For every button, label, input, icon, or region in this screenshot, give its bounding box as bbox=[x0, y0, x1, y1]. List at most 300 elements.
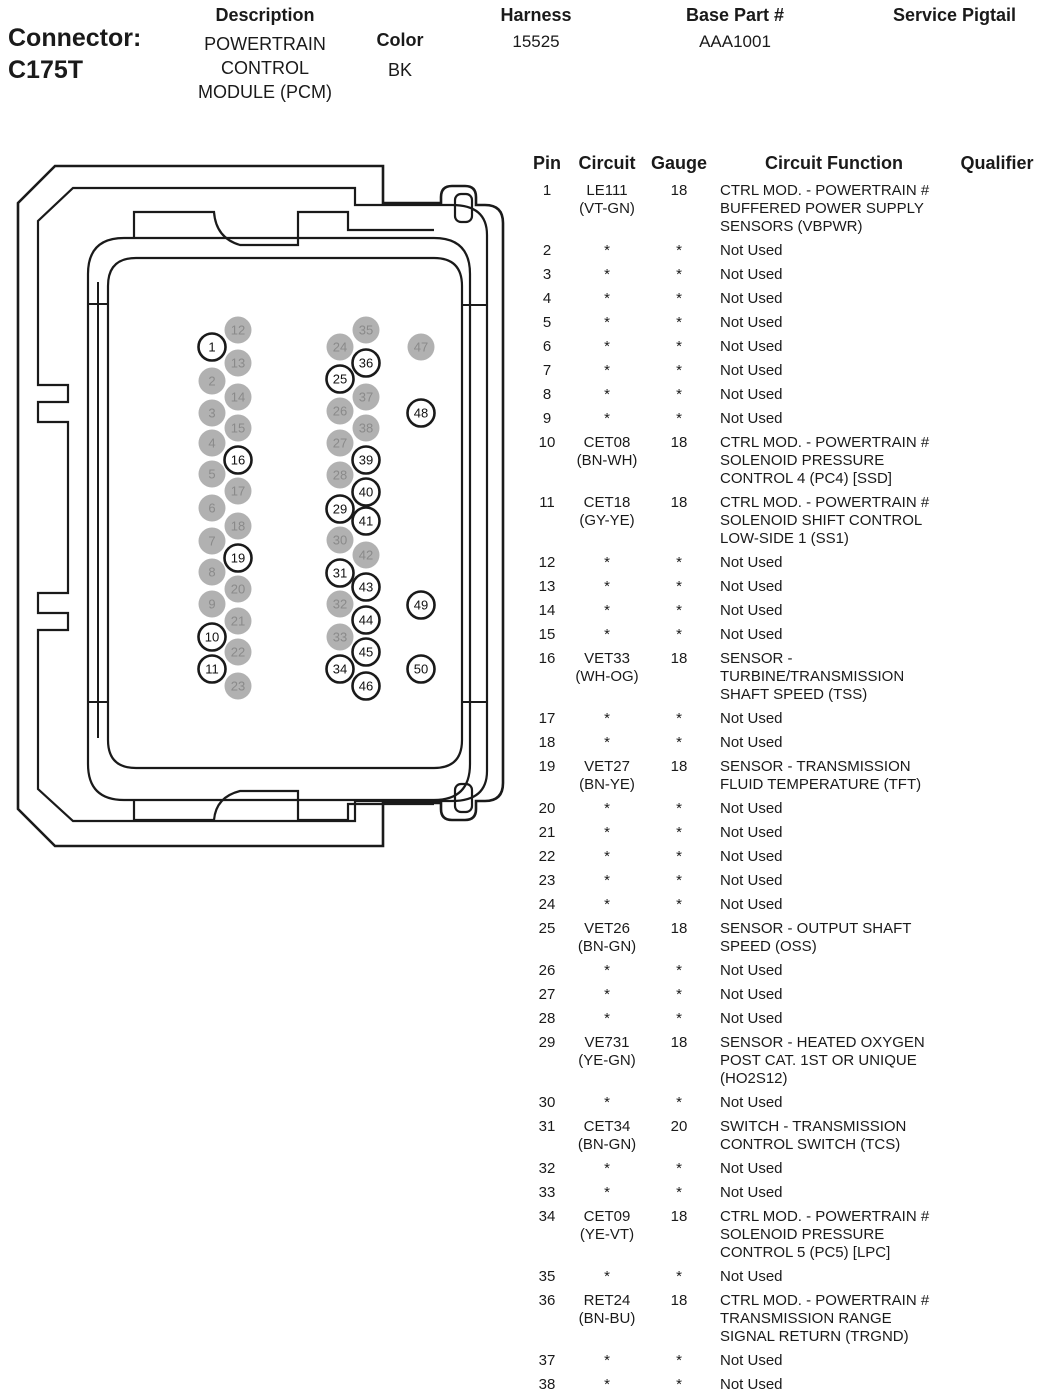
circuit-code: CET18 bbox=[583, 494, 631, 511]
circuit-code: CET09 bbox=[583, 1208, 631, 1225]
function-line: SPEED (OSS) bbox=[720, 938, 817, 955]
qualifier-cell bbox=[950, 1184, 1044, 1202]
gauge-cell: * bbox=[676, 362, 682, 379]
function-line: Not Used bbox=[720, 314, 783, 331]
circuit-cell bbox=[574, 962, 640, 980]
circuit-cell bbox=[574, 920, 640, 956]
circuit-wire-color: (GY-YE) bbox=[579, 512, 635, 529]
pin-47-label: 47 bbox=[413, 339, 429, 355]
harness-label: Harness bbox=[500, 5, 572, 25]
table-row-pin-16 bbox=[520, 650, 1044, 704]
function-line: Not Used bbox=[720, 554, 783, 571]
table-row-pin-37 bbox=[520, 1352, 1044, 1370]
pin-number-cell: 10 bbox=[538, 434, 556, 451]
pin-number-cell: 29 bbox=[538, 1034, 556, 1051]
table-row-pin-22 bbox=[520, 848, 1044, 866]
gauge-cell: * bbox=[676, 1010, 682, 1027]
circuit-cell bbox=[574, 800, 640, 818]
table-row-pin-28 bbox=[520, 1010, 1044, 1028]
qualifier-cell bbox=[950, 494, 1044, 548]
table-row-pin-31 bbox=[520, 1118, 1044, 1154]
pin-number-cell: 16 bbox=[538, 650, 556, 667]
circuit-wire-color: (BN-WH) bbox=[576, 452, 638, 469]
circuit-function-cell bbox=[718, 314, 950, 332]
pin-number-cell: 38 bbox=[538, 1376, 556, 1390]
circuit-cell bbox=[574, 386, 640, 404]
circuit-code: CET08 bbox=[583, 434, 631, 451]
circuit-function-cell bbox=[718, 602, 950, 620]
pin-8-label: 8 bbox=[208, 564, 216, 580]
circuit-function-cell bbox=[718, 800, 950, 818]
circuit-wire-color: (YE-GN) bbox=[578, 1052, 636, 1069]
circuit-cell bbox=[574, 710, 640, 728]
description-line-2: CONTROL bbox=[220, 58, 309, 78]
pin-22-label: 22 bbox=[230, 644, 246, 660]
pin-number-cell: 26 bbox=[538, 962, 556, 979]
gauge-cell: 18 bbox=[670, 494, 688, 511]
qualifier-cell bbox=[950, 824, 1044, 842]
qualifier-cell bbox=[950, 848, 1044, 866]
pin-number-cell: 28 bbox=[538, 1010, 556, 1027]
circuit-code: VET27 bbox=[584, 758, 630, 775]
function-line: CONTROL SWITCH (TCS) bbox=[720, 1136, 901, 1153]
circuit-code: * bbox=[604, 362, 610, 379]
base-part-label: Base Part # bbox=[685, 5, 785, 25]
qualifier-cell bbox=[950, 986, 1044, 1004]
pin-number-cell: 8 bbox=[542, 386, 552, 403]
circuit-function-cell bbox=[718, 1184, 950, 1202]
circuit-function-cell bbox=[718, 872, 950, 890]
circuit-function-cell bbox=[718, 1208, 950, 1262]
pin-number-cell: 32 bbox=[538, 1160, 556, 1177]
pin-number-cell: 7 bbox=[542, 362, 552, 379]
table-row-pin-26 bbox=[520, 962, 1044, 980]
table-row-pin-12 bbox=[520, 554, 1044, 572]
circuit-cell bbox=[574, 1034, 640, 1088]
col-header-qualifier: Qualifier bbox=[960, 153, 1034, 173]
pin-number-cell: 35 bbox=[538, 1268, 556, 1285]
qualifier-cell bbox=[950, 386, 1044, 404]
function-line: Not Used bbox=[720, 410, 783, 427]
circuit-code: * bbox=[604, 1184, 610, 1201]
circuit-cell bbox=[574, 602, 640, 620]
pin-44-label: 44 bbox=[358, 612, 374, 628]
table-row-pin-17 bbox=[520, 710, 1044, 728]
circuit-function-cell bbox=[718, 1292, 950, 1346]
function-line: TRANSMISSION RANGE bbox=[720, 1310, 892, 1327]
circuit-wire-color: (YE-VT) bbox=[579, 1226, 635, 1243]
pin-41-label: 41 bbox=[358, 513, 374, 529]
gauge-cell: * bbox=[676, 896, 682, 913]
qualifier-cell bbox=[950, 1160, 1044, 1178]
pinout-table-body bbox=[520, 182, 1044, 1390]
table-row-pin-9 bbox=[520, 410, 1044, 428]
gauge-cell: * bbox=[676, 824, 682, 841]
pin-43-label: 43 bbox=[358, 579, 374, 595]
pin-33-label: 33 bbox=[332, 629, 348, 645]
gauge-cell: 18 bbox=[670, 1208, 688, 1225]
function-line: CONTROL 4 (PC4) [SSD] bbox=[720, 470, 892, 487]
pin-number-cell: 3 bbox=[542, 266, 552, 283]
qualifier-cell bbox=[950, 554, 1044, 572]
circuit-function-cell bbox=[718, 362, 950, 380]
table-row-pin-30 bbox=[520, 1094, 1044, 1112]
circuit-cell bbox=[574, 896, 640, 914]
circuit-cell bbox=[574, 578, 640, 596]
circuit-function-cell bbox=[718, 494, 950, 548]
pin-number-cell: 23 bbox=[538, 872, 556, 889]
gauge-cell: 18 bbox=[670, 434, 688, 451]
gauge-cell: * bbox=[676, 872, 682, 889]
circuit-cell bbox=[574, 1268, 640, 1286]
pin-49-label: 49 bbox=[413, 597, 429, 613]
qualifier-cell bbox=[950, 1268, 1044, 1286]
bottom-key-detail bbox=[134, 791, 434, 820]
gauge-cell: 18 bbox=[670, 758, 688, 775]
function-line: Not Used bbox=[720, 626, 783, 643]
circuit-code: * bbox=[604, 872, 610, 889]
table-row-pin-8 bbox=[520, 386, 1044, 404]
function-line: Not Used bbox=[720, 1376, 783, 1390]
circuit-code: LE111 bbox=[586, 182, 628, 199]
qualifier-cell bbox=[950, 734, 1044, 752]
circuit-function-cell bbox=[718, 1010, 950, 1028]
function-line: Not Used bbox=[720, 1094, 783, 1111]
circuit-code: * bbox=[604, 1376, 610, 1390]
circuit-wire-color: (BN-GN) bbox=[577, 938, 637, 955]
table-row-pin-7 bbox=[520, 362, 1044, 380]
circuit-code: VE731 bbox=[584, 1034, 630, 1051]
function-line: BUFFERED POWER SUPPLY bbox=[720, 200, 924, 217]
qualifier-cell bbox=[950, 410, 1044, 428]
table-row-pin-11 bbox=[520, 494, 1044, 548]
circuit-cell bbox=[574, 650, 640, 704]
function-line: SWITCH - TRANSMISSION bbox=[720, 1118, 907, 1135]
qualifier-cell bbox=[950, 1352, 1044, 1370]
pinout-table bbox=[520, 153, 1044, 1390]
gauge-cell: * bbox=[676, 734, 682, 751]
col-header-pin: Pin bbox=[532, 153, 561, 173]
circuit-function-cell bbox=[718, 824, 950, 842]
gauge-cell: * bbox=[676, 1094, 682, 1111]
gauge-cell: * bbox=[676, 386, 682, 403]
function-line: SENSOR - OUTPUT SHAFT bbox=[720, 920, 912, 937]
function-line: Not Used bbox=[720, 824, 783, 841]
circuit-cell bbox=[574, 1184, 640, 1202]
circuit-cell bbox=[574, 1094, 640, 1112]
gauge-cell: * bbox=[676, 578, 682, 595]
circuit-wire-color: (BN-YE) bbox=[579, 776, 635, 793]
qualifier-cell bbox=[950, 578, 1044, 596]
circuit-function-cell bbox=[718, 986, 950, 1004]
function-line: SHAFT SPEED (TSS) bbox=[720, 686, 868, 703]
circuit-code: * bbox=[604, 1010, 610, 1027]
circuit-cell bbox=[574, 338, 640, 356]
circuit-function-cell bbox=[718, 734, 950, 752]
function-line: SOLENOID PRESSURE bbox=[720, 1226, 885, 1243]
gauge-cell: * bbox=[676, 1184, 682, 1201]
function-line: (HO2S12) bbox=[720, 1070, 788, 1087]
pin-number-cell: 33 bbox=[538, 1184, 556, 1201]
circuit-code: * bbox=[604, 626, 610, 643]
qualifier-cell bbox=[950, 626, 1044, 644]
pin-number-cell: 21 bbox=[538, 824, 556, 841]
function-line: Not Used bbox=[720, 1160, 783, 1177]
table-row-pin-2 bbox=[520, 242, 1044, 260]
table-row-pin-6 bbox=[520, 338, 1044, 356]
qualifier-cell bbox=[950, 650, 1044, 704]
table-row-pin-21 bbox=[520, 824, 1044, 842]
circuit-code: * bbox=[604, 578, 610, 595]
circuit-code: * bbox=[604, 314, 610, 331]
pin-number-cell: 15 bbox=[538, 626, 556, 643]
circuit-cell bbox=[574, 1010, 640, 1028]
circuit-cell bbox=[574, 410, 640, 428]
function-line: Not Used bbox=[720, 710, 783, 727]
qualifier-cell bbox=[950, 434, 1044, 488]
circuit-cell bbox=[574, 734, 640, 752]
function-line: CTRL MOD. - POWERTRAIN # bbox=[720, 434, 930, 451]
circuit-function-cell bbox=[718, 848, 950, 866]
gauge-cell: * bbox=[676, 1352, 682, 1369]
pin-21-label: 21 bbox=[230, 613, 246, 629]
qualifier-cell bbox=[950, 1376, 1044, 1390]
function-line: Not Used bbox=[720, 848, 783, 865]
base-part-value: AAA1001 bbox=[699, 32, 771, 51]
pin-38-label: 38 bbox=[358, 420, 374, 436]
gauge-cell: * bbox=[676, 602, 682, 619]
circuit-code: * bbox=[604, 848, 610, 865]
pin-number-cell: 13 bbox=[538, 578, 556, 595]
circuit-cell bbox=[574, 434, 640, 488]
connector-id: C175T bbox=[8, 56, 84, 84]
table-row-pin-25 bbox=[520, 920, 1044, 956]
table-row-pin-19 bbox=[520, 758, 1044, 794]
function-line: CTRL MOD. - POWERTRAIN # bbox=[720, 1208, 930, 1225]
pin-45-label: 45 bbox=[358, 644, 374, 660]
service-pigtail-label: Service Pigtail bbox=[892, 5, 1017, 25]
pin-number-cell: 31 bbox=[538, 1118, 556, 1135]
circuit-function-cell bbox=[718, 1352, 950, 1370]
pin-10-label: 10 bbox=[204, 629, 220, 645]
circuit-code: VET33 bbox=[584, 650, 630, 667]
gauge-cell: 18 bbox=[670, 1034, 688, 1051]
pin-grid bbox=[199, 317, 435, 700]
table-row-pin-38 bbox=[520, 1376, 1044, 1390]
circuit-cell bbox=[574, 1292, 640, 1346]
pin-number-cell: 36 bbox=[538, 1292, 556, 1309]
gauge-cell: * bbox=[676, 626, 682, 643]
pin-number-cell: 5 bbox=[542, 314, 552, 331]
col-header-gauge: Gauge bbox=[650, 153, 707, 173]
gauge-cell: * bbox=[676, 242, 682, 259]
pin-number-cell: 27 bbox=[538, 986, 556, 1003]
pin-number-cell: 12 bbox=[538, 554, 556, 571]
circuit-function-cell bbox=[718, 1160, 950, 1178]
table-row-pin-5 bbox=[520, 314, 1044, 332]
circuit-cell bbox=[574, 848, 640, 866]
pin-4-label: 4 bbox=[208, 435, 216, 451]
function-line: Not Used bbox=[720, 800, 783, 817]
function-line: Not Used bbox=[720, 1268, 783, 1285]
circuit-code: * bbox=[604, 242, 610, 259]
function-line: Not Used bbox=[720, 1010, 783, 1027]
circuit-cell bbox=[574, 242, 640, 260]
table-row-pin-36 bbox=[520, 1292, 1044, 1346]
circuit-function-cell bbox=[718, 626, 950, 644]
circuit-code: * bbox=[604, 386, 610, 403]
pin-cavity-outline bbox=[108, 258, 462, 768]
pin-number-cell: 34 bbox=[538, 1208, 556, 1225]
circuit-cell bbox=[574, 314, 640, 332]
qualifier-cell bbox=[950, 896, 1044, 914]
pin-number-cell: 22 bbox=[538, 848, 556, 865]
gauge-cell: * bbox=[676, 710, 682, 727]
table-row-pin-24 bbox=[520, 896, 1044, 914]
pin-16-label: 16 bbox=[230, 452, 246, 468]
pin-40-label: 40 bbox=[358, 484, 374, 500]
pin-29-label: 29 bbox=[332, 501, 348, 517]
qualifier-cell bbox=[950, 962, 1044, 980]
circuit-code: * bbox=[604, 962, 610, 979]
qualifier-cell bbox=[950, 602, 1044, 620]
pin-25-label: 25 bbox=[332, 371, 348, 387]
circuit-function-cell bbox=[718, 182, 950, 236]
pin-50-label: 50 bbox=[413, 661, 429, 677]
pin-34-label: 34 bbox=[332, 661, 348, 677]
gauge-cell: * bbox=[676, 338, 682, 355]
pin-number-cell: 20 bbox=[538, 800, 556, 817]
pin-26-label: 26 bbox=[332, 403, 348, 419]
circuit-function-cell bbox=[718, 338, 950, 356]
pin-number-cell: 11 bbox=[539, 494, 555, 511]
qualifier-cell bbox=[950, 872, 1044, 890]
table-row-pin-34 bbox=[520, 1208, 1044, 1262]
pin-number-cell: 17 bbox=[538, 710, 556, 727]
circuit-function-cell bbox=[718, 290, 950, 308]
pin-39-label: 39 bbox=[358, 452, 374, 468]
circuit-cell bbox=[574, 266, 640, 284]
function-line: Not Used bbox=[720, 1352, 783, 1369]
circuit-code: RET24 bbox=[583, 1292, 631, 1309]
circuit-code: * bbox=[604, 290, 610, 307]
pin-number-cell: 18 bbox=[538, 734, 556, 751]
pin-23-label: 23 bbox=[230, 678, 246, 694]
qualifier-cell bbox=[950, 314, 1044, 332]
function-line: SOLENOID SHIFT CONTROL bbox=[720, 512, 923, 529]
pin-number-cell: 14 bbox=[538, 602, 556, 619]
table-row-pin-27 bbox=[520, 986, 1044, 1004]
pin-12-label: 12 bbox=[230, 322, 246, 338]
function-line: FLUID TEMPERATURE (TFT) bbox=[720, 776, 922, 793]
function-line: SENSOR - TRANSMISSION bbox=[720, 758, 911, 775]
description-line-1: POWERTRAIN bbox=[204, 34, 326, 54]
circuit-cell bbox=[574, 758, 640, 794]
circuit-code: CET34 bbox=[583, 1118, 631, 1135]
table-row-pin-23 bbox=[520, 872, 1044, 890]
function-line: Not Used bbox=[720, 872, 783, 889]
circuit-function-cell bbox=[718, 710, 950, 728]
function-line: Not Used bbox=[720, 734, 783, 751]
gauge-cell: 18 bbox=[670, 650, 688, 667]
housing-outer-outline bbox=[18, 166, 503, 846]
circuit-code: * bbox=[604, 1160, 610, 1177]
pin-46-label: 46 bbox=[358, 678, 374, 694]
pin-27-label: 27 bbox=[332, 435, 348, 451]
circuit-function-cell bbox=[718, 650, 950, 704]
gauge-cell: * bbox=[676, 314, 682, 331]
circuit-function-cell bbox=[718, 1118, 950, 1154]
circuit-wire-color: (BN-GN) bbox=[577, 1136, 637, 1153]
circuit-cell bbox=[574, 494, 640, 548]
qualifier-cell bbox=[950, 1034, 1044, 1088]
circuit-code: * bbox=[604, 1352, 610, 1369]
qualifier-cell bbox=[950, 710, 1044, 728]
circuit-code: * bbox=[604, 602, 610, 619]
gauge-cell: * bbox=[676, 800, 682, 817]
pin-24-label: 24 bbox=[332, 339, 348, 355]
circuit-function-cell bbox=[718, 1268, 950, 1286]
function-line: Not Used bbox=[720, 986, 783, 1003]
pin-36-label: 36 bbox=[358, 355, 374, 371]
qualifier-cell bbox=[950, 1010, 1044, 1028]
function-line: SENSOR - HEATED OXYGEN bbox=[720, 1034, 925, 1051]
pin-20-label: 20 bbox=[230, 581, 246, 597]
gauge-cell: * bbox=[676, 290, 682, 307]
circuit-cell bbox=[574, 290, 640, 308]
qualifier-cell bbox=[950, 182, 1044, 236]
qualifier-cell bbox=[950, 338, 1044, 356]
top-key-detail bbox=[134, 212, 434, 245]
circuit-cell bbox=[574, 1376, 640, 1390]
description-line-3: MODULE (PCM) bbox=[198, 82, 332, 102]
circuit-function-cell bbox=[718, 410, 950, 428]
connector-label: Connector: bbox=[8, 24, 142, 52]
pin-number-cell: 6 bbox=[542, 338, 552, 355]
pin-42-label: 42 bbox=[358, 547, 374, 563]
function-line: TURBINE/TRANSMISSION bbox=[720, 668, 905, 685]
table-row-pin-15 bbox=[520, 626, 1044, 644]
pin-31-label: 31 bbox=[332, 565, 348, 581]
circuit-code: * bbox=[604, 710, 610, 727]
circuit-function-cell bbox=[718, 386, 950, 404]
circuit-cell bbox=[574, 1160, 640, 1178]
table-row-pin-32 bbox=[520, 1160, 1044, 1178]
function-line: Not Used bbox=[720, 962, 783, 979]
gauge-cell: * bbox=[676, 1376, 682, 1390]
color-value: BK bbox=[387, 60, 412, 80]
qualifier-cell bbox=[950, 800, 1044, 818]
circuit-cell bbox=[574, 824, 640, 842]
circuit-function-cell bbox=[718, 920, 950, 956]
pin-number-cell: 25 bbox=[538, 920, 556, 937]
qualifier-cell bbox=[950, 290, 1044, 308]
pin-3-label: 3 bbox=[208, 405, 216, 421]
pin-9-label: 9 bbox=[208, 596, 216, 612]
circuit-cell bbox=[574, 362, 640, 380]
function-line: Not Used bbox=[720, 290, 783, 307]
description-label: Description bbox=[215, 5, 315, 25]
circuit-wire-color: (VT-GN) bbox=[579, 200, 635, 217]
function-line: CTRL MOD. - POWERTRAIN # bbox=[720, 182, 930, 199]
gauge-cell: * bbox=[676, 962, 682, 979]
table-row-pin-13 bbox=[520, 578, 1044, 596]
function-line: Not Used bbox=[720, 338, 783, 355]
table-row-pin-4 bbox=[520, 290, 1044, 308]
pin-32-label: 32 bbox=[332, 596, 348, 612]
function-line: Not Used bbox=[720, 386, 783, 403]
qualifier-cell bbox=[950, 1118, 1044, 1154]
